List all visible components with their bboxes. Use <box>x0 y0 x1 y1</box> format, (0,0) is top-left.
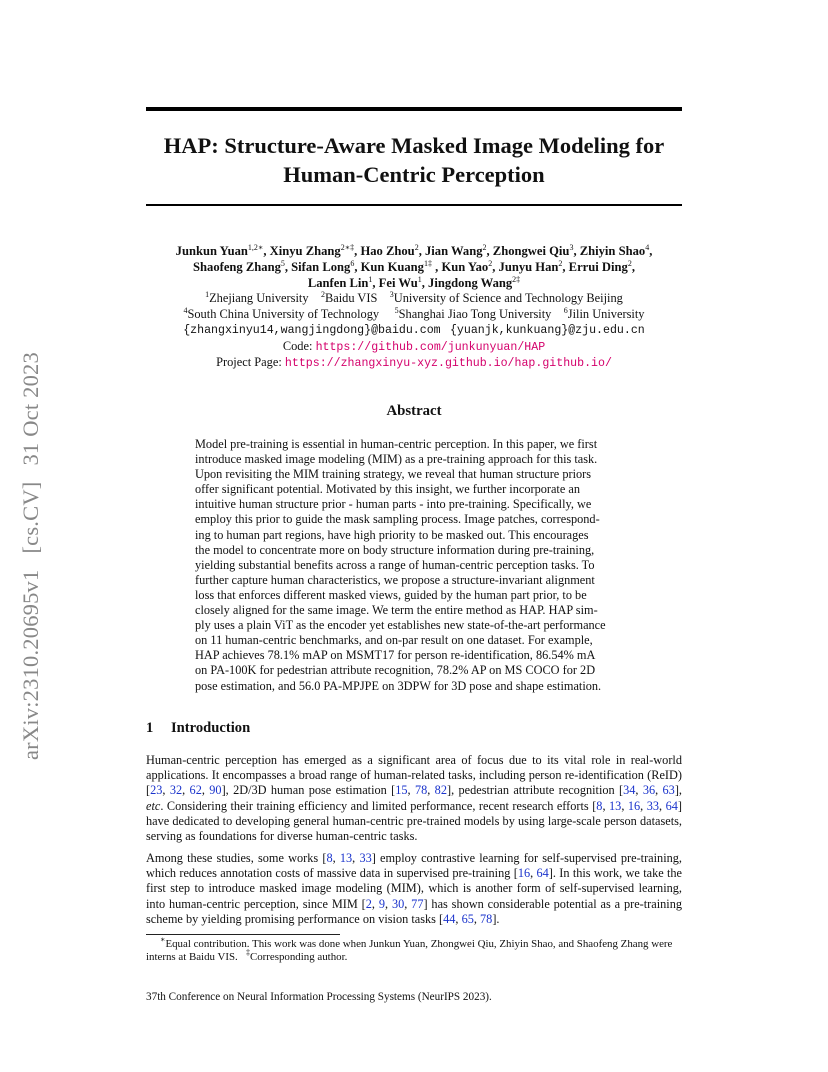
abstract-line: employ this prior to guide the mask sampling process. Image patches, correspond- <box>195 512 600 527</box>
author-affil-sup: 1,2∗ <box>247 243 264 252</box>
text-run: , <box>602 798 610 813</box>
text-run: . Considering their training efficiency and limited performance, recent research efforts [ <box>160 798 597 813</box>
citation-link[interactable]: 16 <box>627 798 641 813</box>
text-run: ], pedestrian attribute recognition [ <box>446 783 624 798</box>
citation-link[interactable]: 33 <box>359 851 372 865</box>
author: Hao Zhou <box>360 244 415 258</box>
text-run: ] have dedicated to developing general human-centric pre-trained models by using large-scale person datasets, serving as foundations for diverse human-centric tasks. <box>146 798 682 844</box>
author-affil-sup: 4 <box>645 243 650 252</box>
abstract-line: closely aligned for the same image. We term the entire method as HAP. HAP sim- <box>195 603 598 618</box>
author: Zhiyin Shao <box>579 244 646 258</box>
code-label: Code: <box>282 338 313 353</box>
citation-link[interactable]: 62 <box>189 783 202 798</box>
code-link[interactable]: https://github.com/junkunyuan/HAP <box>315 340 546 354</box>
title-bottom-rule <box>146 204 682 206</box>
abstract-line: the model to concentrate more on body structure information during pre-training, <box>195 542 595 557</box>
text-run: ] has shown considerable potential as a pre-training scheme by yielding promising performance on vision tasks [ <box>146 896 682 926</box>
author-affil-sup: 1 <box>417 275 422 284</box>
author-affil-sup: 6 <box>350 259 355 268</box>
text-run: , <box>427 783 435 798</box>
text-run: , <box>473 911 481 926</box>
text-run: , <box>407 783 415 798</box>
author: Jingdong Wang <box>428 276 513 290</box>
citation-link[interactable]: 78 <box>414 783 428 798</box>
citation-link[interactable]: 9 <box>378 896 385 911</box>
affiliation: Shanghai Jiao Tong University <box>398 306 552 321</box>
citation-link[interactable]: 15 <box>395 783 408 798</box>
citation-link[interactable]: 32 <box>169 783 183 798</box>
citation-link[interactable]: 16 <box>517 866 531 881</box>
affiliation: Jilin University <box>567 306 645 321</box>
abstract-line: ing to human part regions, have high priority to be masked out. This encourages <box>195 527 589 542</box>
citation-link[interactable]: 33 <box>646 798 660 813</box>
abstract-line: offer significant potential. Motivated by this insight, we further incorporate an <box>195 482 580 497</box>
text-run: , <box>404 896 412 911</box>
text-run: ] employ contrastive learning for self-supervised pre-training, which reduces annotation costs of massive data in supervised pre-training [ <box>146 851 682 881</box>
citation-link[interactable]: 63 <box>662 783 675 798</box>
text-run: , <box>455 911 462 926</box>
author-affil-sup: 5 <box>280 259 285 268</box>
author: Kun Kuang <box>360 260 424 274</box>
abstract-line: pose estimation, and 56.0 PA-MPJPE on 3DPW for 3D pose and shape estimation. <box>195 678 602 693</box>
text-run: , <box>635 783 643 798</box>
section-heading <box>146 720 250 737</box>
citation-link[interactable]: 64 <box>665 798 678 813</box>
author-affil-sup: 2 <box>558 259 563 268</box>
author-affil-sup: 2‡ <box>512 275 521 284</box>
text-run: , <box>659 798 666 813</box>
email-line <box>110 322 718 339</box>
abstract-line: Upon revisiting the MIM training strategy, we reveal that human structure priors <box>195 467 592 482</box>
footnote-text: Corresponding author. <box>249 951 348 964</box>
abstract-line: loss that enforces different masked views, guided by the human part prior, to be <box>195 587 587 602</box>
citation-link[interactable]: 44 <box>443 911 456 926</box>
text-run: Human-centric perception has emerged as a significant area of focus due to its vital role in real-world applications. It encompasses a broad range of human-related tasks, including person re-identification (ReID) [ <box>146 753 682 798</box>
text-run: ], <box>674 783 682 798</box>
title-top-rule <box>146 107 682 111</box>
author-affil-sup: 2 <box>482 243 487 252</box>
citation-link[interactable]: 13 <box>609 798 622 813</box>
abstract-line: HAP achieves 78.1% mAP on MSMT17 for person re-identification, 86.54% mA <box>195 648 596 663</box>
affil-sup: 5 <box>394 305 399 315</box>
author: Junyu Han <box>498 260 559 274</box>
author-affil-sup: 2 <box>488 259 493 268</box>
abstract-line: on 11 human-centric benchmarks, and on-par result on one dataset. For example, <box>195 633 593 648</box>
paper-title <box>120 131 708 189</box>
affiliation: South China University of Technology <box>187 306 380 321</box>
author: Jian Wang <box>424 244 483 258</box>
author-affil-sup: 2 <box>627 259 632 268</box>
affiliation: University of Science and Technology Beijing <box>393 291 623 305</box>
citation-link[interactable]: 2 <box>365 896 372 911</box>
title-line-2: Human-Centric Perception <box>283 162 545 187</box>
project-label: Project Page: <box>216 355 282 369</box>
author: Sifan Long <box>291 260 351 274</box>
author-line-2: Shaofeng Zhang$^5$, Sifan Long$^6$, Kun Kuang$^{1\ddagger}$ , Kun Yao$^2$, Junyu Han$^2$, Errui Ding$^2$, <box>193 259 635 274</box>
citation-link[interactable]: 78 <box>480 911 493 926</box>
text-run: , <box>182 783 190 798</box>
email: {yuanjk,kunkuang}@zju.edu.cn <box>449 324 645 337</box>
citation-link[interactable]: 13 <box>339 851 353 865</box>
affiliation: Baidu VIS <box>324 291 378 305</box>
author: Fei Wu <box>378 276 418 290</box>
etc-italic: etc <box>146 798 161 813</box>
affil-sup: 1 <box>205 290 210 299</box>
project-link[interactable]: https://zhangxinyu-xyz.github.io/hap.github.io/ <box>284 357 612 370</box>
text-run: , <box>530 866 537 881</box>
footnote-marker: ∗ <box>160 935 166 944</box>
abstract-body <box>195 437 633 694</box>
affil-sup: 4 <box>183 305 188 315</box>
abstract-line: ply uses a plain ViT as the encoder yet establishes new state-of-the-art performance <box>195 618 606 633</box>
text-run: , <box>640 798 647 813</box>
affiliation-line-1 <box>110 291 718 307</box>
citation-link[interactable]: 34 <box>623 783 636 798</box>
text-run: , <box>385 896 392 911</box>
affil-sup: 6 <box>563 305 568 315</box>
citation-link[interactable]: 64 <box>536 866 549 881</box>
citation-link[interactable]: 23 <box>150 783 163 798</box>
author: Shaofeng Zhang <box>193 260 281 274</box>
author: Junkun Yuan <box>175 244 248 258</box>
affil-sup: 2 <box>320 290 325 299</box>
citation-link[interactable]: 65 <box>461 911 474 926</box>
citation-link[interactable]: 77 <box>411 896 424 911</box>
abstract-line: Model pre-training is essential in human-centric perception. In this paper, we first <box>195 437 598 451</box>
author-list <box>110 243 718 291</box>
footnote-rule <box>146 934 340 935</box>
author-affil-sup: 1 <box>368 275 373 284</box>
text-run: , <box>655 783 663 798</box>
footnote <box>146 935 682 965</box>
arxiv-category: [cs.CV] <box>18 481 43 554</box>
text-run: Among these studies, some works [ <box>146 851 327 865</box>
code-line <box>110 339 718 356</box>
text-run: , <box>201 783 210 798</box>
text-run: ]. <box>492 911 500 926</box>
arxiv-sidebar-id <box>18 352 44 760</box>
citation-link[interactable]: 8 <box>326 851 333 865</box>
section-title: Introduction <box>171 720 251 736</box>
text-run: ]. In this work, we take the first step to introduce masked image modeling (MIM), which is another form of self-supervised learning, into human-centric perception, since MIM [ <box>146 866 682 911</box>
abstract-line: on PA-100K for pedestrian attribute recognition, 78.2% AP on MS COCO for 2D <box>195 663 596 678</box>
author: Zhongwei Qiu <box>492 244 570 258</box>
citation-link[interactable]: 90 <box>209 783 222 798</box>
affil-sup: 3 <box>389 290 394 299</box>
email: {zhangxinyu14,wangjingdong}@baidu.com <box>183 324 441 337</box>
citation-link[interactable]: 8 <box>596 798 603 813</box>
venue-line: 37th Conference on Neural Information Processing Systems (NeurIPS 2023). <box>146 991 492 1003</box>
arxiv-id: arXiv:2310.20695v1 <box>18 569 43 760</box>
project-line <box>110 355 718 372</box>
affiliations <box>110 291 718 372</box>
author: Errui Ding <box>568 260 628 274</box>
abstract-line: introduce masked image modeling (MIM) as a pre-training approach for this task. <box>195 452 598 467</box>
author: Lanfen Lin <box>307 276 369 290</box>
intro-paragraph-2 <box>146 851 682 927</box>
author-affil-sup: 1‡ <box>423 259 432 268</box>
citation-link[interactable]: 82 <box>434 783 447 798</box>
text-run: ], 2D/3D human pose estimation [ <box>221 783 396 798</box>
text-run: , <box>162 783 170 798</box>
author-affil-sup: 2∗‡ <box>340 243 355 252</box>
affiliation: Zhejiang University <box>209 291 309 305</box>
text-run: , <box>621 798 628 813</box>
text-run: , <box>352 851 360 865</box>
text-run: , <box>371 896 379 911</box>
citation-link[interactable]: 36 <box>642 783 656 798</box>
footnote-text: Equal contribution. This work was done when Junkun Yuan, Zhongwei Qiu, Zhiyin Shao, and Shaofeng Zhang were interns at Baidu VIS. <box>146 938 673 964</box>
author-line-3: Lanfen Lin$^1$, Fei Wu$^1$, Jingdong Wang$^{2\ddagger}$ <box>307 275 521 290</box>
intro-paragraph-1 <box>146 753 682 844</box>
abstract-line: further capture human characteristics, we propose a structure-invariant alignment <box>195 572 595 587</box>
section-number: 1 <box>146 720 154 736</box>
arxiv-date: 31 Oct 2023 <box>18 352 43 466</box>
abstract-line: yielding substantial benefits across a range of human-centric perception tasks. To <box>195 557 595 572</box>
citation-link[interactable]: 30 <box>391 896 405 911</box>
author: Xinyu Zhang <box>269 244 341 258</box>
author-affil-sup: 3 <box>569 243 574 252</box>
author: Kun Yao <box>441 260 489 274</box>
abstract-line: intuitive human structure prior - human parts - into pre-training. Specifically, we <box>195 497 592 512</box>
title-line-1: HAP: Structure-Aware Masked Image Modeling for <box>163 133 665 158</box>
affiliation-line-2 <box>110 307 718 323</box>
author-affil-sup: 2 <box>414 243 419 252</box>
abstract-heading: Abstract <box>386 403 442 419</box>
footnote-marker: ‡ <box>245 948 250 958</box>
text-run: , <box>332 851 340 865</box>
author-line-1: Junkun Yuan$^{1,2∗}$, Xinyu Zhang$^{2∗\ddagger}$, Hao Zhou$^2$, Jian Wang$^2$, Zhongwei Qiu$^3$, Zhiyin Shao$^4$, <box>175 243 653 258</box>
